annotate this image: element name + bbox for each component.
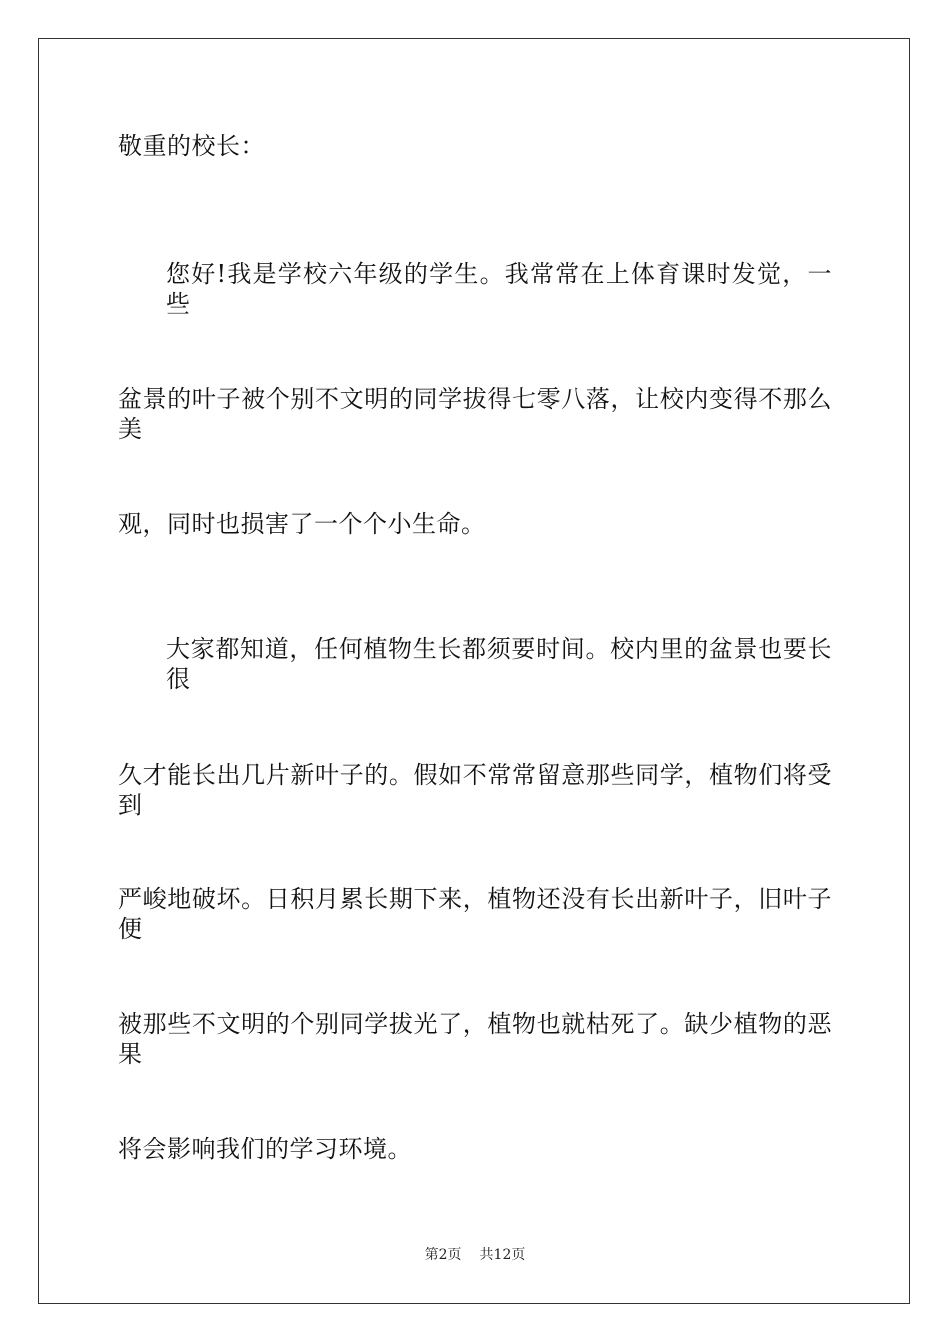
- page-footer: [0, 1246, 950, 1264]
- paragraph-line: 严峻地破坏。日积月累长期下来，植物还没有长出新叶子，旧叶子便: [118, 885, 832, 943]
- paragraph-line: 您好!我是学校六年级的学生。我常常在上体育课时发觉，一些: [166, 260, 832, 318]
- paragraph-line: 将会影响我们的学习环境。: [118, 1135, 412, 1163]
- page-total: 共12页: [479, 1247, 526, 1263]
- page-number: 第2页: [424, 1247, 462, 1263]
- salutation: 敬重的校长：: [118, 132, 265, 160]
- paragraph-line: 被那些不文明的个别同学拔光了，植物也就枯死了。缺少植物的恶果: [118, 1010, 832, 1068]
- paragraph-line: 盆景的叶子被个别不文明的同学拔得七零八落，让校内变得不那么美: [118, 385, 832, 443]
- paragraph-line: 久才能长出几片新叶子的。假如不常常留意那些同学，植物们将受到: [118, 761, 832, 819]
- paragraph-line: 大家都知道，任何植物生长都须要时间。校内里的盆景也要长很: [166, 635, 832, 693]
- paragraph-line: 观，同时也损害了一个个小生命。: [118, 510, 486, 538]
